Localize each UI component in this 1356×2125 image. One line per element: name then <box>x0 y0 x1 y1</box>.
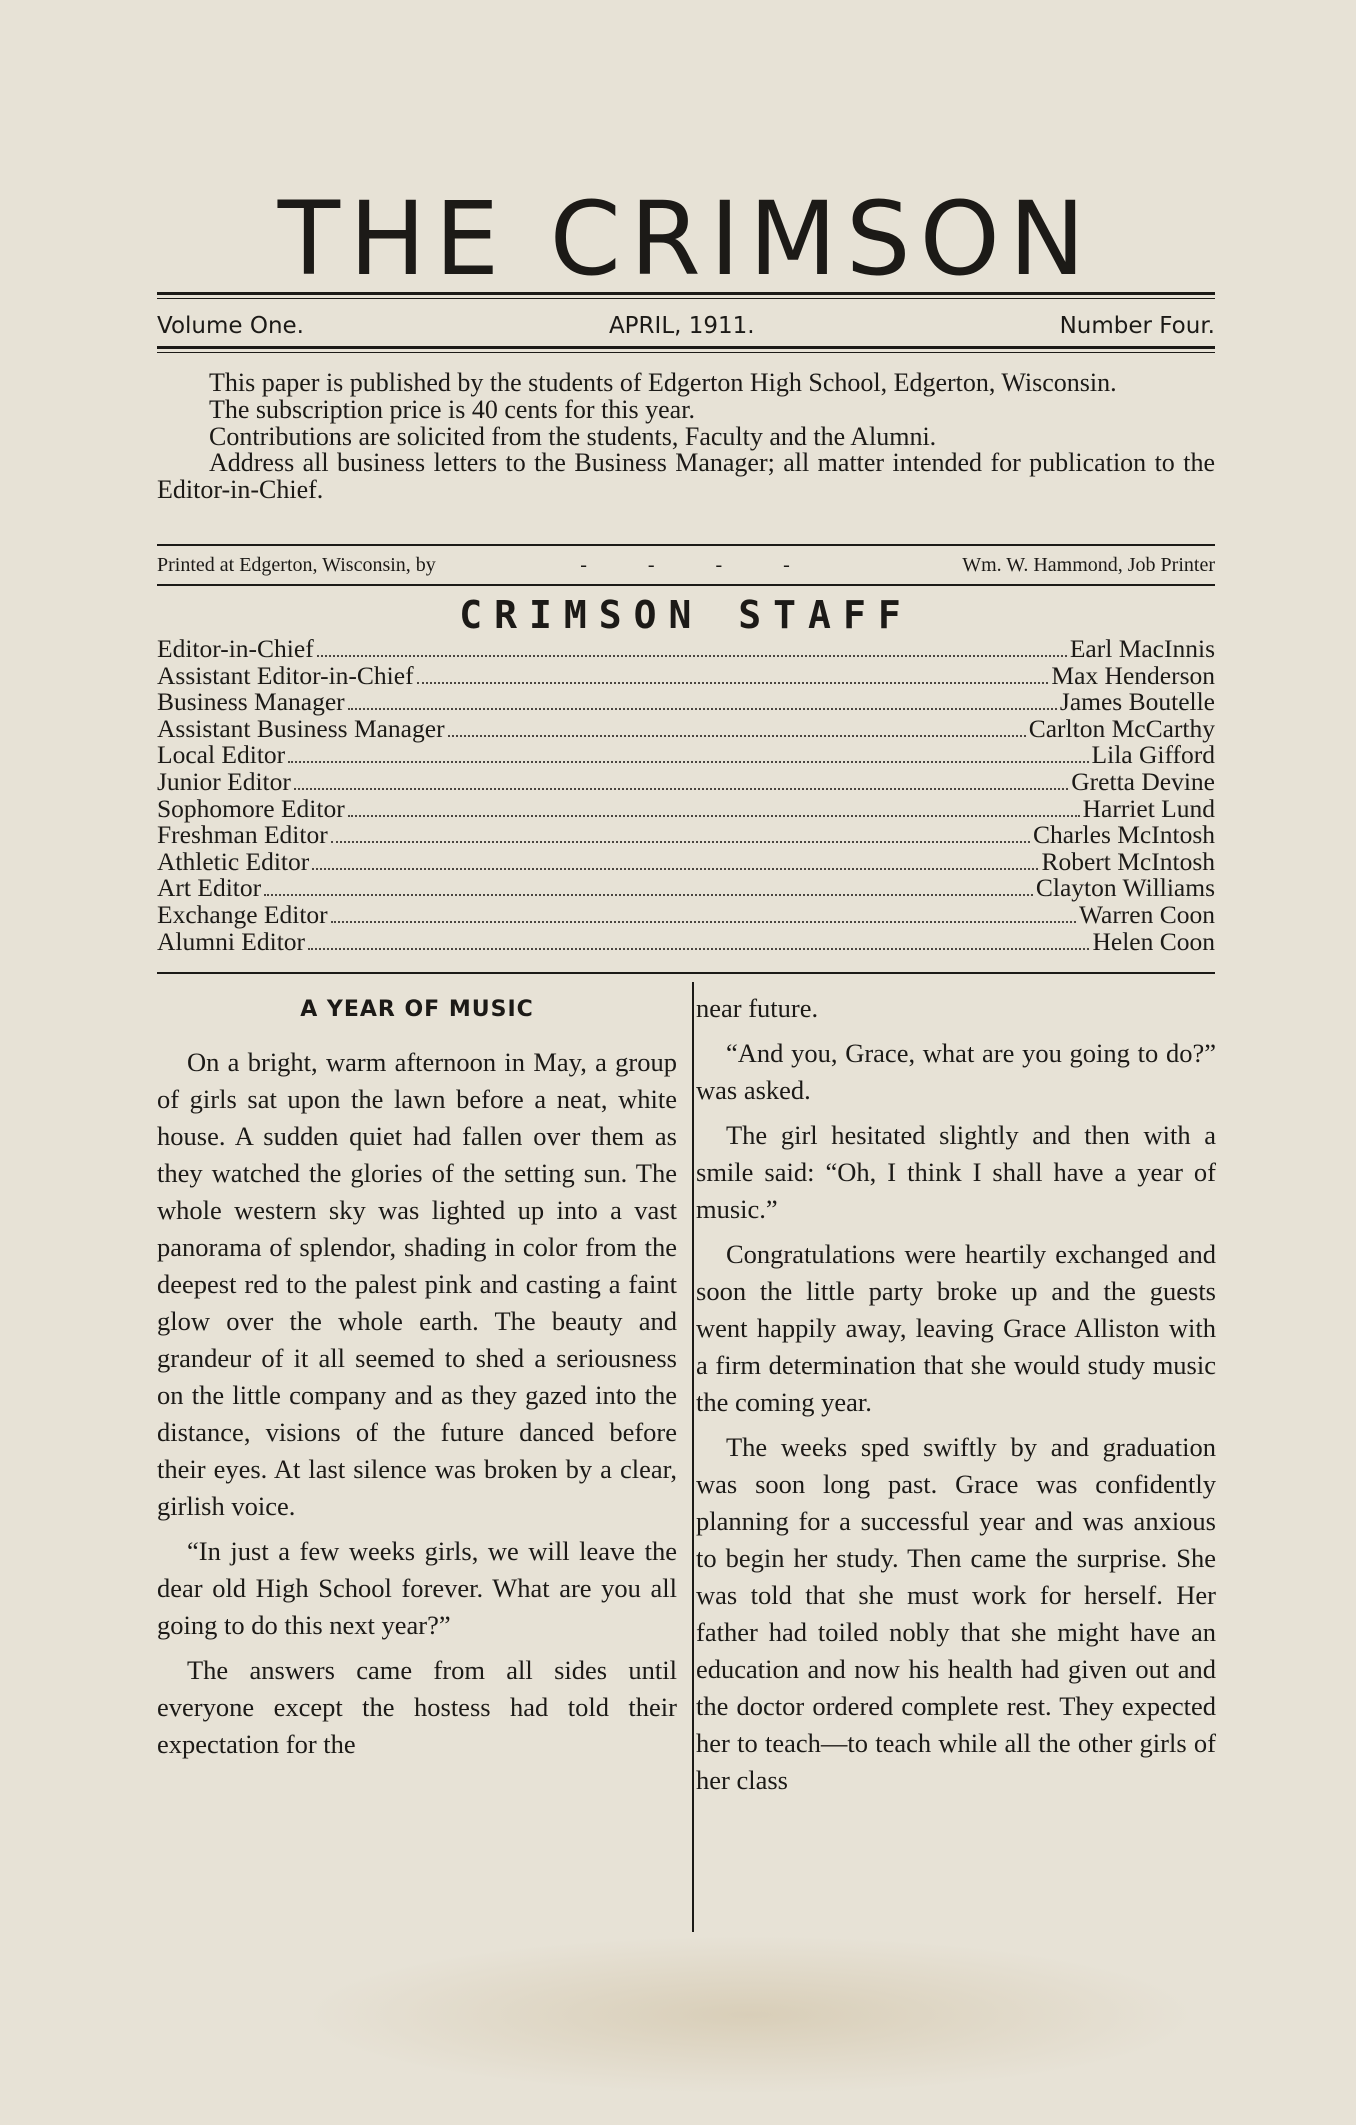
staff-role: Assistant Editor-in-Chief <box>157 660 414 690</box>
staff-role: Athletic Editor <box>157 846 310 876</box>
article-title: A YEAR OF MUSIC <box>300 997 534 1022</box>
leader-dots <box>264 894 1033 896</box>
publication-notice <box>157 370 1215 504</box>
staff-role: Exchange Editor <box>157 899 328 929</box>
staff-name: Max Henderson <box>1051 660 1215 690</box>
article-paragraph: “In just a few weeks girls, we will leave the dear old High School forever. What are you all going to do this next year?” <box>157 1536 677 1640</box>
article-column-right <box>696 990 1216 1807</box>
staff-row <box>157 793 1215 823</box>
staff-row <box>157 846 1215 876</box>
printer-name: Wm. W. Hammond, Job Printer <box>962 554 1215 576</box>
leader-dots <box>331 841 1030 843</box>
staff-name: James Boutelle <box>1059 687 1215 717</box>
masthead-rule-bottom <box>157 346 1215 353</box>
staff-rule <box>157 972 1215 974</box>
staff-name: Lila Gifford <box>1091 740 1215 770</box>
notice-rule <box>157 544 1215 546</box>
notice-line: This paper is published by the students of Edgerton High School, Edgerton, Wisconsin. <box>209 368 1117 397</box>
article-column-left <box>157 990 677 1771</box>
leader-dots <box>331 921 1076 923</box>
staff-row <box>157 636 1215 663</box>
article-paragraph: The answers came from all sides until everyone except the hostess had told their expectation for the <box>157 1655 677 1759</box>
volume-label: Volume One. <box>157 313 304 339</box>
staff-name: Earl MacInnis <box>1069 634 1215 663</box>
masthead-rule-top <box>157 292 1215 299</box>
staff-role: Freshman Editor <box>157 820 328 850</box>
staff-row <box>157 875 1215 902</box>
staff-name: Gretta Devine <box>1071 766 1215 796</box>
leader-dots <box>417 682 1049 684</box>
staff-row <box>157 742 1215 769</box>
article-paragraph: “And you, Grace, what are you going to do?” was asked. <box>696 1038 1216 1105</box>
issue-date: APRIL, 1911. <box>608 313 755 339</box>
staff-name: Helen Coon <box>1092 926 1215 956</box>
staff-row <box>157 899 1215 929</box>
printer-dashes: - - - - <box>580 554 818 576</box>
leader-dots <box>312 868 1038 870</box>
column-divider <box>692 982 694 1932</box>
staff-role: Assistant Business Manager <box>157 713 445 743</box>
staff-role: Art Editor <box>157 873 262 903</box>
printer-rule <box>157 584 1215 586</box>
notice-line: Address all business letters to the Business Manager; all matter intended for publication to the Editor-in-Chief. <box>157 448 1215 505</box>
staff-list <box>157 636 1215 955</box>
issue-bar <box>157 311 1215 341</box>
paper-stain <box>300 1935 1200 2095</box>
staff-role: Junior Editor <box>157 766 291 796</box>
leader-dots <box>348 708 1057 710</box>
issue-number: Number Four. <box>1059 313 1215 339</box>
staff-row <box>157 926 1215 956</box>
staff-name: Robert McIntosh <box>1041 846 1215 876</box>
staff-name: Charles McIntosh <box>1032 820 1215 850</box>
notice-line: The subscription price is 40 cents for this year. <box>209 394 695 424</box>
leader-dots <box>448 735 1026 737</box>
leader-dots <box>317 655 1067 657</box>
staff-heading: CRIMSON STAFF <box>459 593 913 637</box>
notice-line: Contributions are solicited from the students, Faculty and the Alumni. <box>209 421 937 451</box>
article-paragraph: near future. <box>696 993 819 1023</box>
staff-row <box>157 713 1215 743</box>
staff-role: Sophomore Editor <box>157 793 345 823</box>
article-paragraph: The girl hesitated slightly and then with a smile said: “Oh, I think I shall have a year of music.” <box>696 1120 1216 1224</box>
staff-role: Business Manager <box>157 687 345 717</box>
leader-dots <box>308 948 1089 950</box>
article-paragraph: Congratulations were heartily exchanged and soon the little party broke up and the guests went happily away, leaving Grace Alliston with a firm determination that she would study music the coming year. <box>696 1239 1216 1417</box>
leader-dots <box>288 761 1088 763</box>
staff-row <box>157 822 1215 849</box>
staff-role: Local Editor <box>157 740 286 770</box>
staff-name: Carlton McCarthy <box>1028 713 1215 743</box>
staff-name: Warren Coon <box>1078 899 1215 929</box>
staff-name: Clayton Williams <box>1035 873 1215 903</box>
article-paragraph: The weeks sped swiftly by and graduation was soon long past. Grace was confidently planning for a successful year and was anxious to begin her study. Then came the surprise. She was told that she must work for herself. Her father had toiled nobly that she might have an education and now his health had given out and the doctor ordered complete rest. They expected her to teach—to teach while all the other girls of her class <box>696 1432 1216 1795</box>
staff-row <box>157 689 1215 716</box>
leader-dots <box>348 815 1080 817</box>
masthead-title: THE CRIMSON <box>277 180 1095 299</box>
staff-row <box>157 660 1215 690</box>
printer-line <box>157 551 1215 579</box>
leader-dots <box>294 788 1068 790</box>
staff-row <box>157 766 1215 796</box>
staff-name: Harriet Lund <box>1082 793 1215 823</box>
printer-location: Printed at Edgerton, Wisconsin, by <box>157 554 436 576</box>
article-paragraph: On a bright, warm afternoon in May, a group of girls sat upon the lawn before a neat, white house. A sudden quiet had fallen over them as they watched the glories of the setting sun. The whole western sky was lighted up into a vast panorama of splendor, shading in color from the deepest red to the palest pink and casting a faint glow over the whole earth. The beauty and grandeur of it all seemed to shed a seriousness on the little company and as they gazed into the distance, visions of the future danced before their eyes. At last silence was broken by a clear, girlish voice. <box>157 1047 677 1521</box>
staff-role: Alumni Editor <box>157 926 306 956</box>
staff-role: Editor-in-Chief <box>157 634 314 663</box>
